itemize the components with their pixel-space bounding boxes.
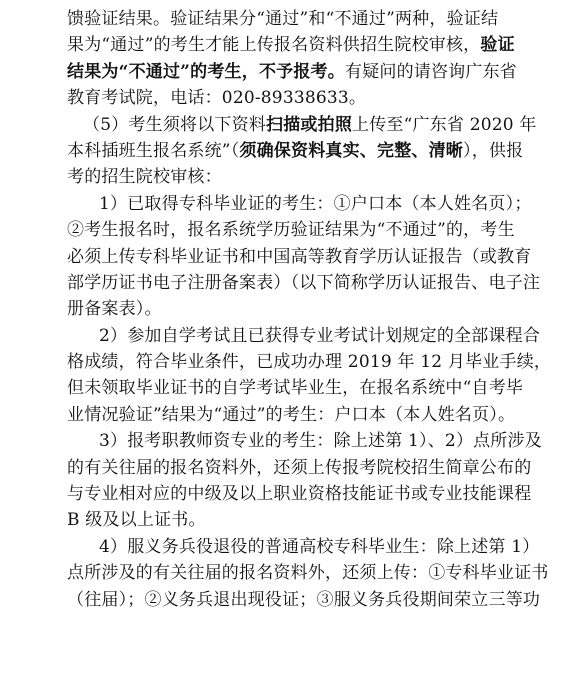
text-run: B 级及以上证书。 — [67, 510, 206, 531]
bold-text-run: 扫描或拍照 — [266, 114, 353, 135]
text-run: 考的招生院校审核： — [67, 167, 222, 188]
text-run: 上传至“广东省 2020 年 — [352, 114, 537, 135]
paragraph-first-line — [67, 112, 551, 138]
text-line — [67, 270, 551, 296]
text-run: 教育考试院，电话：020-89338633。 — [67, 88, 367, 109]
text-run: ②考生报名时，报名系统学历验证结果为“不通过”的，考生 — [67, 220, 515, 241]
text-run: （5）考生须将以下资料 — [83, 114, 267, 135]
text-line — [67, 138, 551, 164]
text-line — [67, 32, 551, 58]
paragraph-first-line — [67, 191, 551, 217]
text-run: 有疑问的请咨询广东省 — [344, 61, 517, 82]
text-line — [67, 402, 551, 428]
text-run: 必须上传专科毕业证书和中国高等教育学历认证报告（或教育 — [67, 246, 532, 267]
text-run: 格成绩，符合毕业条件，已成功办理 2019 年 12 月毕业手续， — [67, 352, 552, 373]
text-run: 点所涉及的有关往届的报名资料外，还须上传：①专科毕业证书 — [67, 563, 549, 584]
text-line — [67, 455, 551, 481]
text-line — [67, 507, 551, 533]
text-run: 的有关往届的报名资料外，还须上传报考院校招生简章公布的 — [67, 457, 532, 478]
text-line — [67, 375, 551, 401]
text-run: 果为“通过”的考生才能上传报名资料供招生院校审核， — [67, 35, 481, 56]
text-line — [67, 349, 551, 375]
text-run: 部学历证书电子注册备案表）（以下简称学历认证报告、电子注 — [67, 272, 541, 293]
text-line — [67, 164, 551, 190]
text-run: （往届）；②义务兵退出现役证；③服义务兵役期间荣立三等功 — [67, 589, 541, 610]
text-line — [67, 560, 551, 586]
text-run: 4）服义务兵役退役的普通高校专科毕业生：除上述第 1） — [99, 536, 540, 557]
text-run: 1）已取得专科毕业证的考生：①户口本（本人姓名页）； — [99, 193, 532, 214]
text-line — [67, 6, 551, 32]
text-run: 册备案表）。 — [67, 299, 162, 320]
text-line — [67, 296, 551, 322]
paragraph-first-line — [67, 323, 551, 349]
text-run: 3）报考职教师资专业的考生：除上述第 1）、2）点所涉及 — [99, 431, 542, 452]
bold-text-run: 须确保资料真实、完整、清晰 — [239, 140, 463, 161]
text-run: ），供报 — [463, 140, 524, 161]
text-line — [67, 244, 551, 270]
text-line — [67, 59, 551, 85]
text-line — [67, 481, 551, 507]
bold-text-run: 结果为“不通过”的考生，不予报考。 — [67, 61, 345, 82]
paragraph-first-line — [67, 534, 551, 560]
text-run: 馈验证结果。验证结果分“通过”和“不通过”两种，验证结 — [67, 9, 499, 29]
text-run: 但未领取毕业证书的自学考试毕业生，在报名系统中“自考毕 — [67, 378, 524, 399]
bold-text-run: 验证 — [480, 35, 515, 56]
paragraph-first-line — [67, 428, 551, 454]
text-run: 2）参加自学考试且已获得专业考试计划规定的全部课程合 — [99, 325, 541, 346]
text-run: 与专业相对应的中级及以上职业资格技能证书或专业技能课程 — [67, 484, 532, 505]
text-line — [67, 587, 551, 613]
text-run: 本科插班生报名系统”（ — [67, 140, 240, 161]
text-line — [67, 85, 551, 111]
text-line — [67, 217, 551, 243]
text-run: 业情况验证”结果为“通过”的考生：户口本（本人姓名页）。 — [67, 404, 516, 425]
